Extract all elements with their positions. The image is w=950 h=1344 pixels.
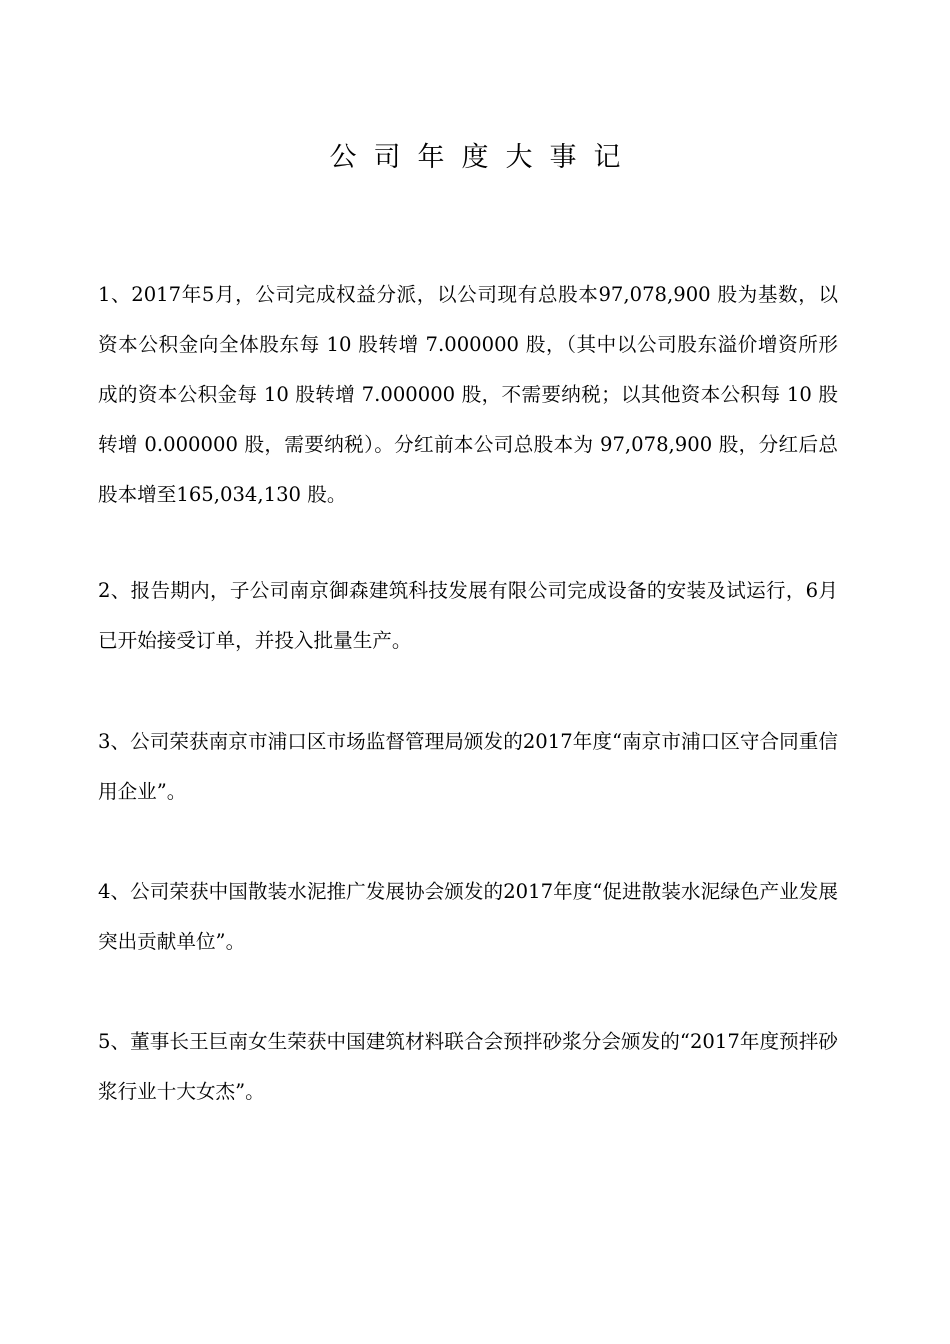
event-item-1: 1、2017年5月，公司完成权益分派，以公司现有总股本97,078,900 股为基数，以资本公积金向全体股东每 10 股转增 7.000000 股，（其中以公司股东溢价增资所形成的资本公积金每 10 股转增 7.000000 股，不需要纳税；以其他资本公积每 10 股转增 0.000000 股，需要纳税）。分红前本公司总股本为 97,078,900 股，分红后总股本增至165,034,130 股。 — [98, 283, 838, 506]
page-title: 公司年度大事记 — [329, 142, 638, 174]
event-item-2: 2、报告期内，子公司南京御森建筑科技发展有限公司完成设备的安装及试运行，6月已开始接受订单，并投入批量生产。 — [98, 579, 838, 652]
event-item-5: 5、董事长王巨南女生荣获中国建筑材料联合会预拌砂浆分会颁发的“2017年度预拌砂浆行业十大女杰”。 — [98, 1030, 838, 1103]
event-item-3: 3、公司荣获南京市浦口区市场监督管理局颁发的2017年度“南京市浦口区守合同重信用企业”。 — [98, 730, 838, 803]
event-item-4: 4、公司荣获中国散装水泥推广发展协会颁发的2017年度“促进散装水泥绿色产业发展突出贡献单位”。 — [98, 880, 838, 953]
